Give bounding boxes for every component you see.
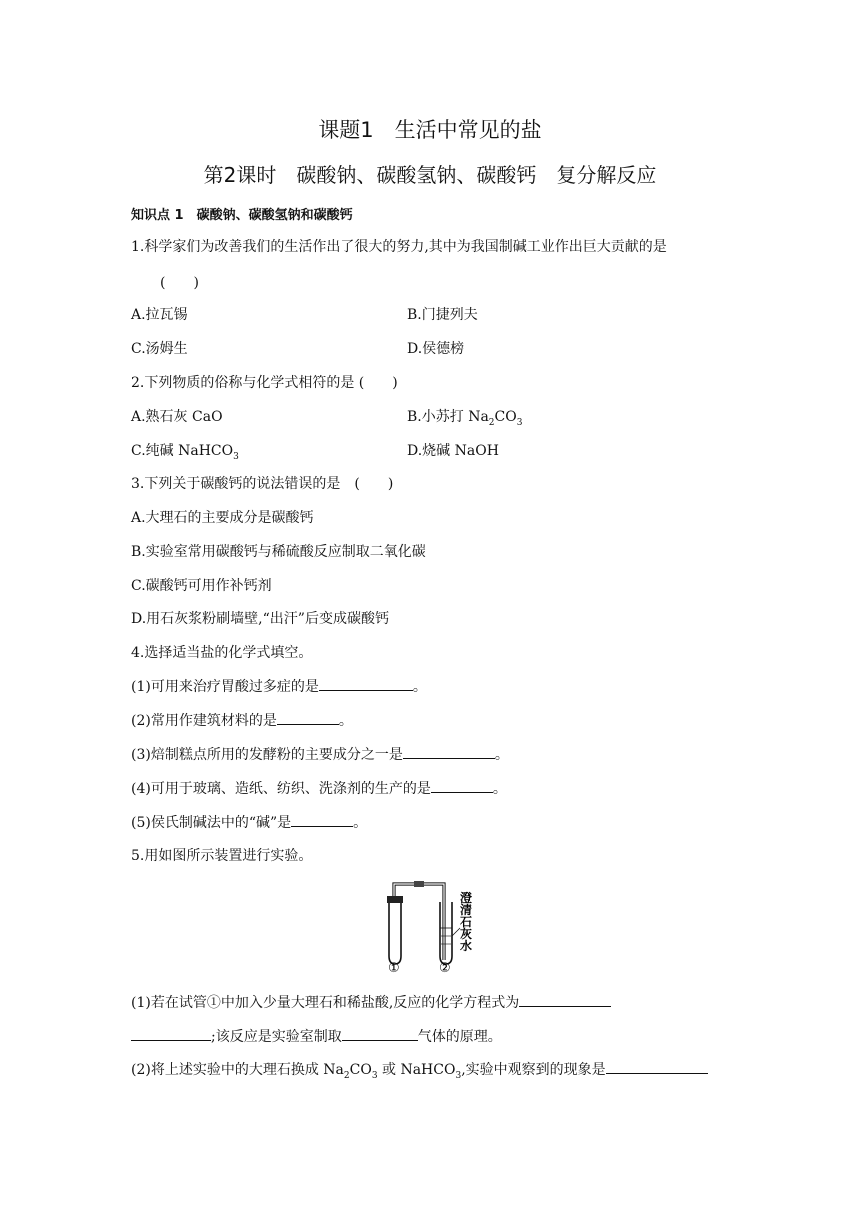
- question-3-stem: 3.下列关于碳酸钙的说法错误的是 ( ): [131, 476, 394, 492]
- question-1-option-a: A.拉瓦锡: [131, 307, 188, 323]
- question-5-part-1a: (1)若在试管①中加入少量大理石和稀盐酸,反应的化学方程式为: [131, 992, 611, 1012]
- reagent-label-char: 澄: [460, 891, 473, 905]
- answer-blank[interactable]: [403, 744, 495, 759]
- answer-blank[interactable]: [319, 676, 413, 691]
- test-tube-2: [440, 902, 452, 964]
- section-heading: 知识点 1 碳酸钠、碳酸氢钠和碳酸钙: [131, 208, 353, 223]
- lesson-subtitle: 第2课时 碳酸钠、碳酸氢钠、碳酸钙 复分解反应: [203, 163, 657, 187]
- reagent-label-char: 石: [460, 915, 473, 929]
- answer-blank[interactable]: [291, 812, 353, 827]
- rubber-connector: [414, 881, 424, 887]
- question-4-part-3: (3)焙制糕点所用的发酵粉的主要成分之一是 。: [131, 744, 509, 764]
- experiment-apparatus-figure: [380, 876, 480, 976]
- question-3-option-b: B.实验室常用碳酸钙与稀硫酸反应制取二氧化碳: [131, 544, 426, 560]
- question-2-option-d: D.烧碱 NaOH: [407, 443, 499, 459]
- question-4-part-5: (5)侯氏制碱法中的“碱”是 。: [131, 812, 367, 832]
- question-3-option-d: D.用石灰浆粉刷墙壁,“出汗”后变成碳酸钙: [131, 611, 389, 627]
- question-4-stem: 4.选择适当盐的化学式填空。: [131, 645, 313, 661]
- tube-2-label: ②: [439, 961, 451, 976]
- question-1-option-b: B.门捷列夫: [407, 307, 478, 323]
- answer-blank[interactable]: [131, 1026, 211, 1041]
- answer-blank[interactable]: [277, 710, 339, 725]
- question-4-part-4: (4)可用于玻璃、造纸、纺织、洗涤剂的生产的是 。: [131, 778, 507, 798]
- question-3-option-a: A.大理石的主要成分是碳酸钙: [131, 510, 314, 526]
- question-1-option-c: C.汤姆生: [131, 341, 188, 357]
- reagent-label-char: 清: [460, 903, 473, 917]
- answer-blank[interactable]: [606, 1059, 708, 1074]
- question-1-option-d: D.侯德榜: [407, 341, 465, 357]
- question-2-option-c: C.纯碱 NaHCO$_3$: [131, 443, 239, 462]
- reagent-label-char: 水: [460, 939, 473, 953]
- tube-1-label: ①: [388, 961, 400, 976]
- question-3-option-c: C.碳酸钙可用作补钙剂: [131, 578, 272, 594]
- answer-blank[interactable]: [342, 1026, 418, 1041]
- test-tube-1: [389, 902, 401, 964]
- question-1-stem: 1.科学家们为改善我们的生活作出了很大的努力,其中为我国制碱工业作出巨大贡献的是: [131, 239, 667, 255]
- reagent-label-char: 灰: [460, 927, 473, 941]
- question-2-stem: 2.下列物质的俗称与化学式相符的是 ( ): [131, 375, 398, 391]
- lesson-title: 课题1 生活中常见的盐: [318, 118, 542, 142]
- question-5-part-2: (2)将上述实验中的大理石换成 $Na_2CO_3$ 或 NaHCO$_3$,实验中观察到的现象是: [131, 1059, 708, 1081]
- question-4-part-2: (2)常用作建筑材料的是 。: [131, 710, 353, 730]
- question-2-option-b: B.小苏打 $Na_2CO_3$: [407, 409, 523, 428]
- question-2-option-a: A.熟石灰 CaO: [131, 409, 223, 425]
- answer-blank[interactable]: [519, 992, 611, 1007]
- answer-blank[interactable]: [431, 778, 493, 793]
- question-5-part-1b: ;该反应是实验室制取 气体的原理。: [131, 1026, 502, 1046]
- question-5-stem: 5.用如图所示装置进行实验。: [131, 848, 313, 864]
- question-1-bracket: ( ): [160, 275, 199, 291]
- stopper-1: [387, 896, 403, 903]
- question-4-part-1: (1)可用来治疗胃酸过多症的是 。: [131, 676, 427, 696]
